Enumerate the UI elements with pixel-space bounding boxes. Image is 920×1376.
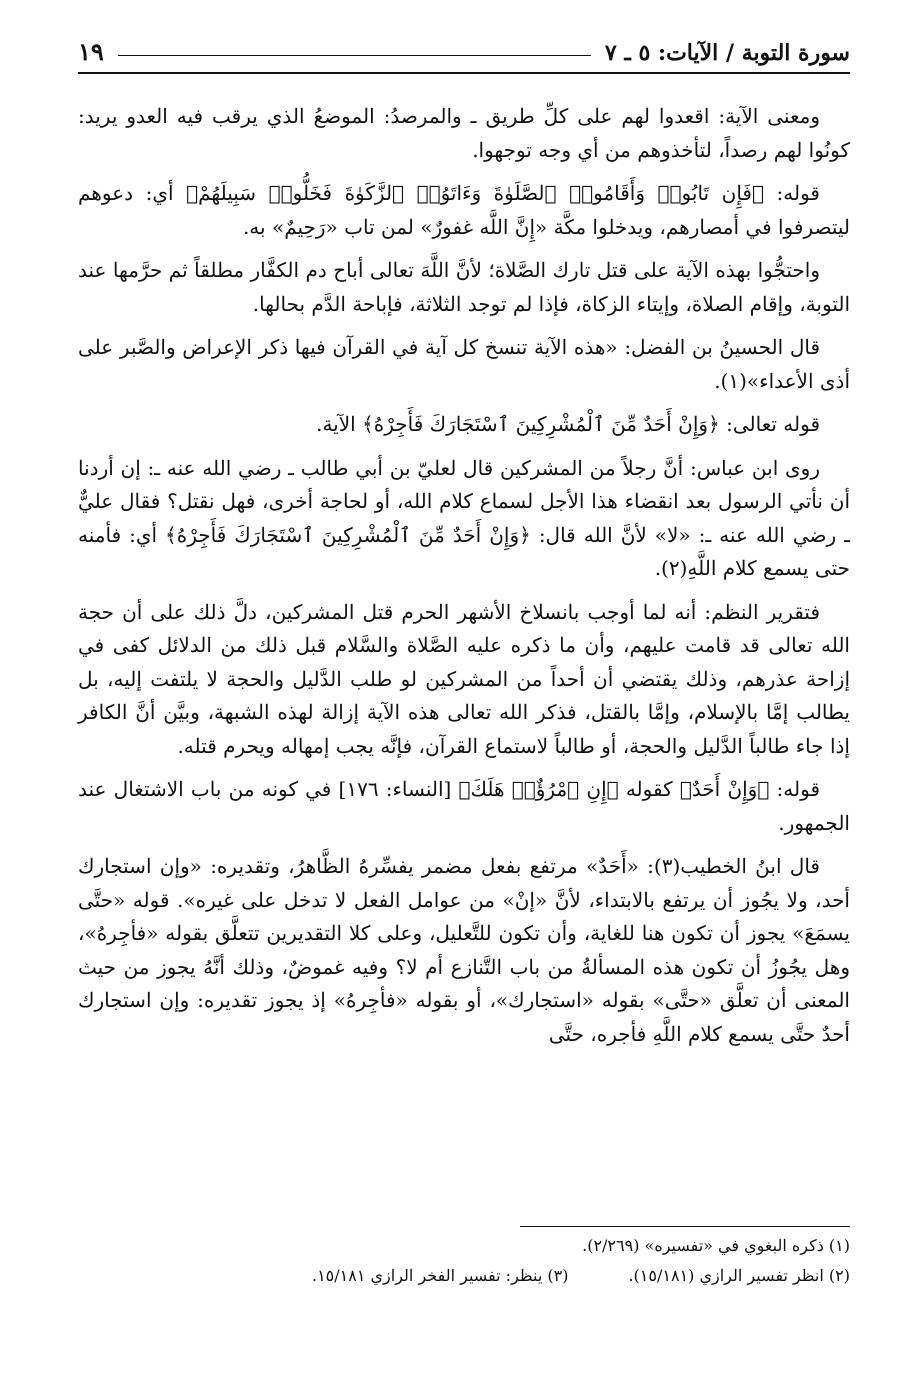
paragraph: واحتجُّوا بهذه الآية على قتل تارك الصَّلاة؛ لأنَّ اللَّهَ تعالى أباح دم الكفَّار مطلقاً ثم حرَّمها عند التوبة، وإقام الصلاة، وإيتاء الزكاة، فإذا لم توجد الثلاثة، فإباحة الدَّم بحالها. [78,258,850,316]
footnote-3: (٣) ينظر: تفسير الفخر الرازي ١٥/١٨١. [311,1266,569,1285]
footnote-line [78,1231,850,1261]
running-header [78,28,850,74]
paragraph: قال ابنُ الخطيب(٣): «أَحَدٌ» مرتفع بفعل مضمر يفسِّرهُ الظَّاهرُ، وتقديره: «وإن استجارك أحد، ولا يجُوز أن يرتفع بالابتداء، لأنَّ «إنْ» من عوامل الفعل لا تدخل على غيره». قوله «حتَّى يسمَعَ» يجوز أن تكون هنا للغاية، وأن تكون للتَّعليل، وعلى كلا التقديرين تتعلَّق بقوله «فأجِرهُ»، وهل يجُوزُ أن تكون هذه المسألةُ من باب التَّنازع أم لا؟ وفيه غموضٌ، وذلك أنَّهُ يجوز من حيث المعنى أن تعلَّق «حتَّى» بقوله «استجارك»، أو بقوله «فأجِرهُ» إذ يجوز تقديره: وإن استجارك أحدٌ حتَّى يسمع كلام اللَّهِ فأجره، حتَّى [78,854,850,1046]
footnotes [78,1226,850,1291]
paragraph: ومعنى الآية: اقعدوا لهم على كلِّ طريق ـ والمرصدُ: الموضعُ الذي يرقب فيه العدو يريد: كونُوا لهم رصداً، لتأخذوهم من أي وجه توجهوا. [78,104,850,162]
surah-verses-title: سورة التوبة / الآيات: ٥ ـ ٧ [604,40,850,66]
paragraph: قوله: ﴿وَإِنْ أَحَدٌ﴾ كقوله ﴿إِنِ ٱمْرُؤٌا۟ هَلَكَ﴾ [النساء: ١٧٦] في كونه من باب الاشتغال عند الجمهور. [78,777,850,835]
footnote-rule [520,1226,850,1227]
paragraph: قوله: ﴿فَإِن تَابُوا۟ وَأَقَامُوا۟ ٱلصَّلَوٰةَ وَءَاتَوُا۟ ٱلزَّكَوٰةَ فَخَلُّوا۟ سَبِيلَهُمْ﴾ أي: دعوهم ليتصرفوا في أمصارهم، ويدخلوا مكَّة «إِنَّ اللَّه غفورٌ» لمن تاب «رَحِيمٌ» به. [78,181,850,239]
footnote-line [78,1261,850,1291]
header-rule [118,55,591,56]
book-page [78,28,850,1348]
paragraph: روى ابن عباس: أنَّ رجلاً من المشركين قال لعليّ بن أبي طالب ـ رضي الله عنه ـ: إن أردنا أن نأتي الرسول بعد انقضاء هذا الأجل لسماع كلام الله، أو لحاجة أخرى، فهل نقتل؟ فقال عليٌّ ـ رضي الله عنه ـ: «لا» لأنَّ الله قال: ﴿وَإِنْ أَحَدٌ مِّنَ ٱلْمُشْرِكِينَ ٱسْتَجَارَكَ فَأَجِرْهُ﴾ أي: فأمنه حتى يسمع كلام اللَّهِ(٢). [78,455,850,580]
paragraph: قوله تعالى: ﴿وَإِنْ أَحَدٌ مِّنَ ٱلْمُشْرِكِينَ ٱسْتَجَارَكَ فَأَجِرْهُ﴾ الآية. [316,412,820,436]
footnote-2: (٢) انظر تفسير الرازي (١٥/١٨١). [628,1266,850,1285]
paragraph: قال الحسينُ بن الفضل: «هذه الآية تنسخ كل آية في القرآن فيها ذكر الإعراض والصَّبر على أذى الأعداء»(١). [78,335,850,393]
page-number: ١٩ [78,37,104,66]
footnote-1: (١) ذكره البغوي في «تفسيره» (٢/٢٦٩). [582,1236,850,1255]
main-text [78,100,850,1051]
paragraph: فتقرير النظم: أنه لما أوجب بانسلاخ الأشهر الحرم قتل المشركين، دلَّ ذلك على أن حجة الله تعالى قد قامت عليهم، وأن ما ذكره عليه الصَّلاة والسَّلام قبل ذلك من الدلائل كفى في إزاحة عذرهم، وذلك يقتضي أن أحداً من المشركين لو طلب الدَّليل والحجة لا يلتفت إليه، بل يطالب إمَّا بالإسلام، وإمَّا بالقتل، فذكر الله تعالى هذه الآية إزالة لهذه الشبهة، وبيَّن أنَّ الكافر إذا جاء طالباً الدَّليل والحجة، أو طالباً لاستماع القرآن، فإنَّه يجب إمهاله ويحرم قتله. [78,599,851,758]
